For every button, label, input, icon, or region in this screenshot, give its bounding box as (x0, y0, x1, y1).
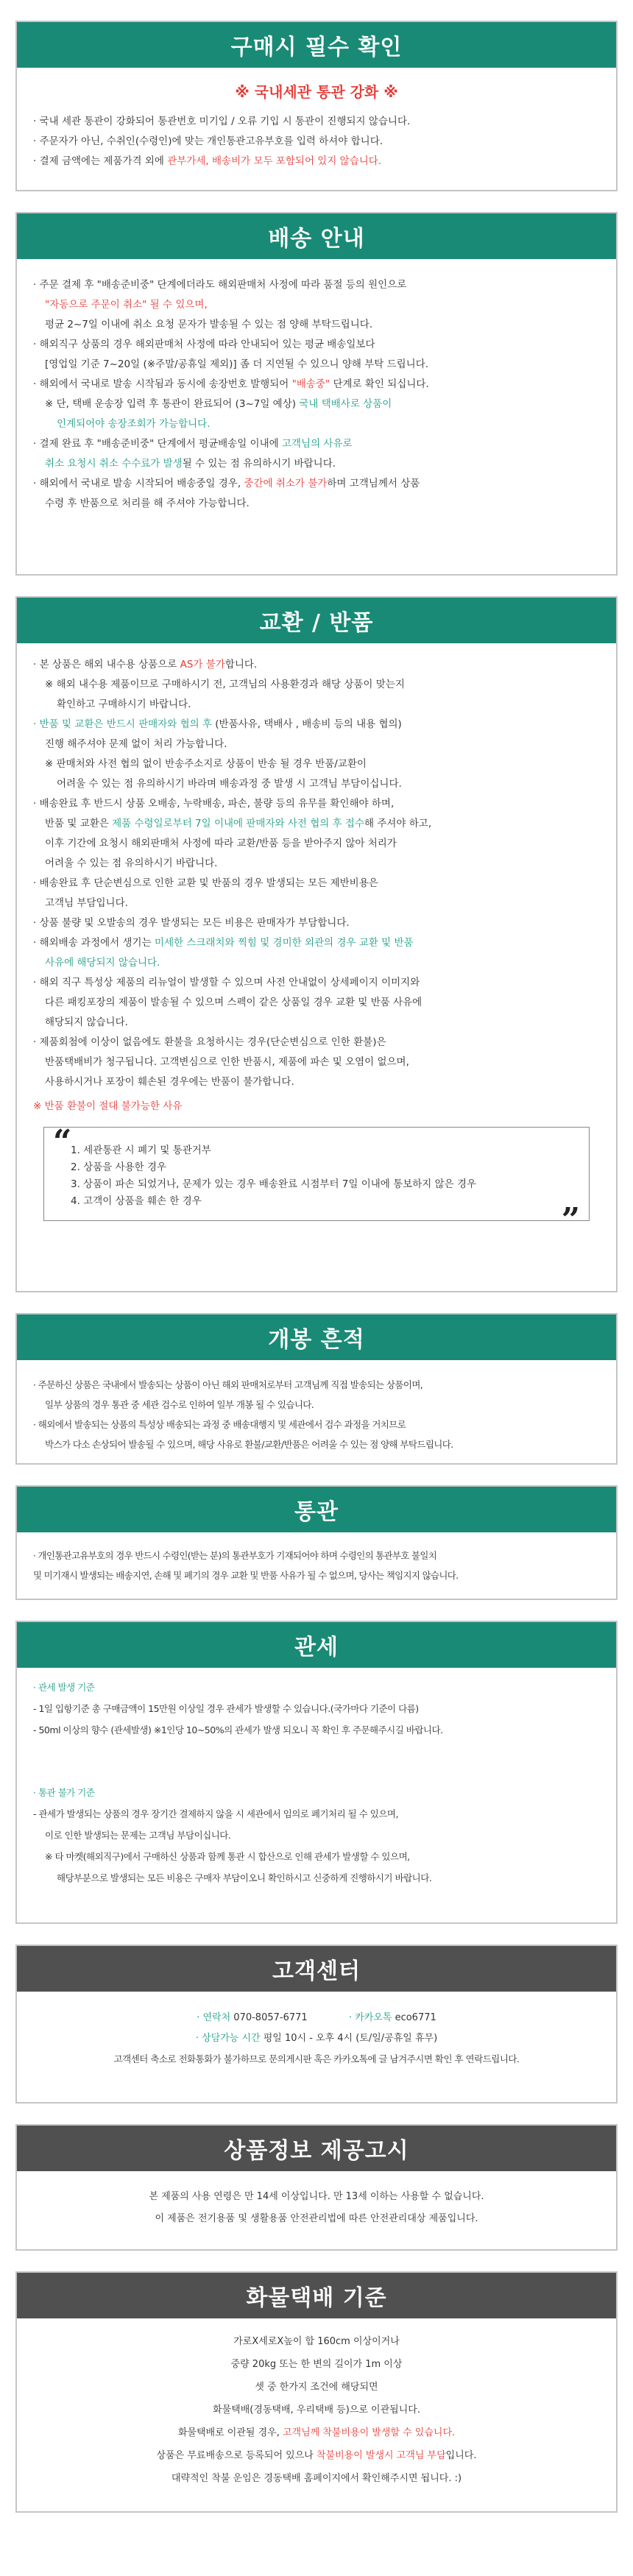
hours-label: · 상담가능 시간 (195, 2033, 261, 2044)
text-line: 어려울 수 있는 점 유의하시기 바라며 배송과정 중 발생 시 고객님 부담이십니다. (57, 778, 402, 790)
highlight-text: · 반품 및 교환은 반드시 판매자와 협의 후 (33, 718, 216, 730)
section-title: 고객센터 (17, 1946, 616, 1992)
text-line (33, 152, 600, 171)
text-line: · 배송완료 후 반드시 상품 오배송, 누락배송, 파손, 불량 등의 유무를 확인해야 하며, (33, 798, 395, 810)
highlight-text: 관부가세, 배송비가 모두 포함되어 있지 않습니다. (167, 155, 382, 167)
close-quote-icon: ” (561, 1201, 580, 1239)
section-body (17, 643, 616, 1239)
text-line (33, 2421, 600, 2444)
text-line: · 해외 직구 특성상 제품의 리뉴얼이 발생할 수 있으며 사전 안내없이 상세페이지 이미지와 (33, 977, 420, 988)
text-line (33, 933, 600, 953)
highlight-line: 인계되어야 송장조회가 가능합니다. (57, 418, 211, 430)
highlight-text: 미세한 스크래치와 찍힘 및 경미한 외관의 경우 교환 및 반품 (154, 937, 414, 949)
text-line: 해당되지 않습니다. (45, 1016, 128, 1028)
list-item: 3. 상품이 파손 되었거나, 문제가 있는 경우 배송완료 시점부터 7일 이내에 통보하지 않은 경우 (71, 1178, 477, 1190)
text-line: 가로X세로X높이 합 160cm 이상이거나 (233, 2336, 400, 2347)
kakao-label: · 카카오톡 (348, 2012, 392, 2023)
section-product-info (15, 2124, 618, 2251)
section-opening-trace (15, 1313, 618, 1465)
section-duties (15, 1621, 618, 1924)
text-line: · 해외직구 상품의 경우 해외판매처 사정에 따라 안내되어 있는 평균 배송일보다 (33, 339, 375, 350)
section-title: 상품정보 제공고시 (17, 2126, 616, 2171)
text-line: 진행 해주셔야 문제 없이 처리 가능합니다. (45, 738, 227, 750)
text-line: 다른 패킹포장의 제품이 발송될 수 있으며 스펙이 같은 상품일 경우 교환 및 반품 사유에 (45, 997, 422, 1008)
list-item: 1. 세관통관 시 폐기 및 통관거부 (71, 1144, 211, 1156)
phone-number[interactable]: 070-8057-6771 (230, 2012, 308, 2023)
text-line: 셋 중 한가지 조건에 해당되면 (255, 2382, 378, 2393)
highlight-text: "배송중" (291, 378, 330, 390)
text-line: ※ 해외 내수용 제품이므로 구매하시기 전, 고객님의 사용환경과 해당 상품이 맞는지 (45, 679, 405, 690)
list-item: 4. 고객이 상품을 훼손 한 경우 (71, 1195, 202, 1207)
hours-value: 평일 10시 - 오후 4시 (토/일/공휴일 휴무) (260, 2033, 438, 2044)
notice-text: 고객센터 축소로 전화통화가 불가하므로 문의게시판 혹은 카카오톡에 글 남겨주시면 확인 후 연락드립니다. (113, 2053, 520, 2064)
section-shipping-guide (15, 212, 618, 576)
text-line: 평균 2~7일 이내에 취소 요청 문자가 발송될 수 있는 점 양해 부탁드립니다. (45, 319, 373, 330)
text-line (33, 394, 600, 414)
section-exchange-return (15, 596, 618, 1292)
highlight-text: 제품 수령일로부터 7일 이내에 판매자와 사전 협의 후 접수 (112, 818, 364, 829)
text-line: 이후 기간에 요청시 해외판매처 사정에 따라 교환/반품 등을 받아주지 않아 처리가 (45, 838, 397, 849)
text-line: ※ 타 마켓(해외직구)에서 구매하신 상품과 함께 통관 시 합산으로 인해 관세가 발생할 수 있으며, (45, 1851, 410, 1862)
text-line: 일부 상품의 경우 통관 중 세관 검수로 인하여 일부 개봉 될 수 있습니다. (45, 1399, 314, 1410)
text: ※ 단, 택배 운송장 입력 후 통관이 완료되어 (3~7일 예상) (45, 398, 300, 410)
subheading: · 통관 불가 기준 (33, 1787, 95, 1798)
text-line: 확인하고 구매하시기 바랍니다. (57, 698, 191, 710)
section-body (17, 1532, 616, 1585)
text-line: 반품택배비가 청구됩니다. 고객변심으로 인한 반품시, 제품에 파손 및 오염이 없으며, (45, 1056, 409, 1068)
contact-line (33, 2008, 600, 2028)
no-refund-warning: ※ 반품 환불이 절대 불가능한 사유 (33, 1100, 183, 1112)
text-line: 이로 인한 발생되는 문제는 고객님 부담이십니다. (45, 1830, 231, 1841)
text-line: - 50ml 이상의 향수 (관세발생) ※1인당 10~50%의 관세가 발생 되오니 꼭 확인 후 주문해주시길 바랍니다. (33, 1724, 443, 1735)
text: · 본 상품은 해외 내수용 상품으로 (33, 659, 180, 670)
text: 반품 및 교환은 (45, 818, 113, 829)
list-item: 2. 상품을 사용한 경우 (71, 1161, 167, 1173)
open-quote-icon: “ (53, 1123, 72, 1161)
text: 단계로 확인 되십니다. (330, 378, 429, 390)
kakao-id[interactable]: eco6771 (392, 2012, 436, 2023)
section-customs-clearance (15, 1485, 618, 1600)
text-line: 대략적인 착불 운임은 경동택배 홈페이지에서 확인해주시면 됩니다. :) (171, 2473, 462, 2484)
text-line: 본 제품의 사용 연령은 만 14세 이상입니다. 만 13세 이하는 사용할 수 없습니다. (149, 2191, 484, 2202)
text: · 해외에서 국내로 발송 시작되어 배송중일 경우, (33, 478, 244, 489)
section-title: 관세 (17, 1622, 616, 1668)
customs-warning: ※ 국내세관 통관 강화 ※ (235, 83, 398, 101)
section-body (17, 2318, 616, 2490)
text-line: · 해외에서 발송되는 상품의 특성상 배송되는 과정 중 배송대행지 및 세관에서 검수 과정을 거치므로 (33, 1419, 406, 1430)
text-line (33, 814, 600, 834)
section-title: 배송 안내 (17, 213, 616, 259)
text-line: 박스가 다소 손상되어 발송될 수 있으며, 해당 사유로 환불/교환/반품은 어려울 수 있는 점 양해 부탁드립니다. (45, 1439, 453, 1450)
phone-label: · 연락처 (197, 2012, 231, 2023)
text-line: 수령 후 반품으로 처리를 해 주셔야 가능합니다. (45, 498, 250, 509)
text-line: · 국내 세관 통관이 강화되어 통관번호 미기입 / 오류 기입 시 통관이 진행되지 않습니다. (33, 116, 411, 127)
text-line: 화물택배(경동택배, 우리택배 등)으로 이관됩니다. (213, 2405, 420, 2416)
text-line (33, 375, 600, 394)
text: 화물택배로 이관될 경우, (177, 2427, 283, 2438)
highlight-text: 중간에 취소가 불가 (244, 478, 328, 489)
text-line: - 관세가 발생되는 상품의 경우 장기간 결제하지 않을 시 세관에서 임의로 폐기처리 될 수 있으며, (33, 1808, 398, 1819)
highlight-line: 사유에 해당되지 않습니다. (45, 957, 160, 969)
highlight-text: 국내 택배사로 상품이 (299, 398, 392, 410)
text-line: 고객님 부담입니다. (45, 897, 128, 909)
text-line: 해당부분으로 발생되는 모든 비용은 구매자 부담이오니 확인하시고 신중하게 진행하시기 바랍니다. (57, 1872, 432, 1883)
text-line: · 주문 결제 후 "배송준비중" 단계에더라도 해외판매처 사정에 따라 품절 등의 원인으로 (33, 279, 407, 291)
text: 입니다. (445, 2450, 477, 2461)
text-line (33, 655, 600, 675)
text-line: · 주문자가 아닌, 수취인(수령인)에 맞는 개인통관고유부호를 입력 하셔야 합니다. (33, 135, 383, 147)
text-line (33, 715, 600, 735)
text: 해 주셔야 하고, (364, 818, 432, 829)
section-title: 통관 (17, 1487, 616, 1532)
text-line (33, 474, 600, 494)
text-line: - 1일 입항기준 총 구매금액이 15만원 이상일 경우 관세가 발생할 수 있습니다.(국가마다 기준이 다름) (33, 1703, 419, 1714)
text-line (33, 2444, 600, 2467)
section-body (17, 259, 616, 514)
text: · 해외에서 국내로 발송 시작됨과 동시에 송장번호 발행되어 (33, 378, 292, 390)
no-refund-quote-box (43, 1123, 590, 1239)
text-line: 이 제품은 전기용품 및 생활용품 안전관리법에 따른 안전관리대상 제품입니다. (155, 2213, 478, 2224)
highlight-line: "자동으로 주문이 취소" 될 수 있으며, (45, 299, 208, 311)
highlight-text: 착불비용이 발생시 고객님 부담 (316, 2450, 446, 2461)
text: · 해외배송 과정에서 생기는 (33, 937, 155, 949)
text-line: · 배송완료 후 단순변심으로 인한 교환 및 반품의 경우 발생되는 모든 제반비용은 (33, 877, 378, 889)
section-body (17, 2171, 616, 2230)
highlight-text: AS가 불가 (180, 659, 225, 670)
text-line: 어려울 수 있는 점 유의하시기 바랍니다. (45, 857, 218, 869)
section-title: 교환 / 반품 (17, 598, 616, 643)
text-line: · 주문하신 상품은 국내에서 발송되는 상품이 아닌 해외 판매처로부터 고객님께 직접 발송되는 상품이며, (33, 1379, 423, 1390)
hours-line (33, 2028, 600, 2049)
text: · 결제 완료 후 "배송준비중" 단계에서 평균배송일 이내에 (33, 438, 282, 450)
subheading: · 관세 발생 기준 (33, 1682, 95, 1693)
text: (반품사유, 택배사 , 배송비 등의 내용 협의) (215, 718, 402, 730)
text-line: 사용하시거나 포장이 훼손된 경우에는 반품이 불가합니다. (45, 1076, 294, 1088)
section-freight-criteria (15, 2271, 618, 2513)
section-body (17, 1668, 616, 1889)
text: 될 수 있는 점 유의하시기 바랍니다. (182, 458, 336, 470)
text: 합니다. (224, 659, 258, 670)
text-line: · 제품회첨에 이상이 없음에도 환불을 요청하시는 경우(단순변심으로 인한 환불)은 (33, 1036, 386, 1048)
section-body (17, 1360, 616, 1454)
text-line: [영업일 기준 7~20일 (※주말/공휴일 제외)] 좀 더 지연될 수 있으니 양해 부탁 드립니다. (45, 358, 429, 370)
highlight-text: 고객님의 사유로 (281, 438, 353, 450)
highlight-text: 취소 요청시 취소 수수료가 발생 (45, 458, 183, 470)
text-line: · 상품 불량 및 오발송의 경우 발생되는 모든 비용은 판매자가 부담합니다. (33, 917, 350, 929)
text: 하며 고객님께서 상품 (327, 478, 420, 489)
text-line (33, 454, 600, 474)
spacer (33, 1741, 600, 1782)
section-customer-center (15, 1945, 618, 2103)
text-line: 및 미기재시 발생되는 배송지연, 손해 및 폐기의 경우 교환 및 반품 사유가 될 수 없으며, 당사는 책임지지 않습니다. (33, 1570, 459, 1581)
text-line: · 개인통관고유부호의 경우 반드시 수령인(받는 분)의 통관부호가 기재되어야 하며 수령인의 통관부호 불일치 (33, 1550, 437, 1561)
section-title: 구매시 필수 확인 (17, 22, 616, 68)
text-line: 중량 20kg 또는 한 변의 길이가 1m 이상 (230, 2359, 403, 2370)
text: 상품은 무료배송으로 등록되어 있으나 (156, 2450, 316, 2461)
section-title: 화물택배 기준 (17, 2273, 616, 2318)
text-line (33, 434, 600, 454)
section-purchase-notice (15, 21, 618, 191)
section-body (17, 68, 616, 171)
highlight-text: 고객님께 착불비용이 발생할 수 있습니다. (282, 2427, 456, 2438)
text: · 결제 금액에는 제품가격 외에 (33, 155, 168, 167)
section-title: 개봉 흔적 (17, 1314, 616, 1360)
section-body (17, 1992, 616, 2070)
text-line: ※ 판매처와 사전 협의 없이 반송주소지로 상품이 반송 될 경우 반품/교환이 (45, 758, 367, 770)
